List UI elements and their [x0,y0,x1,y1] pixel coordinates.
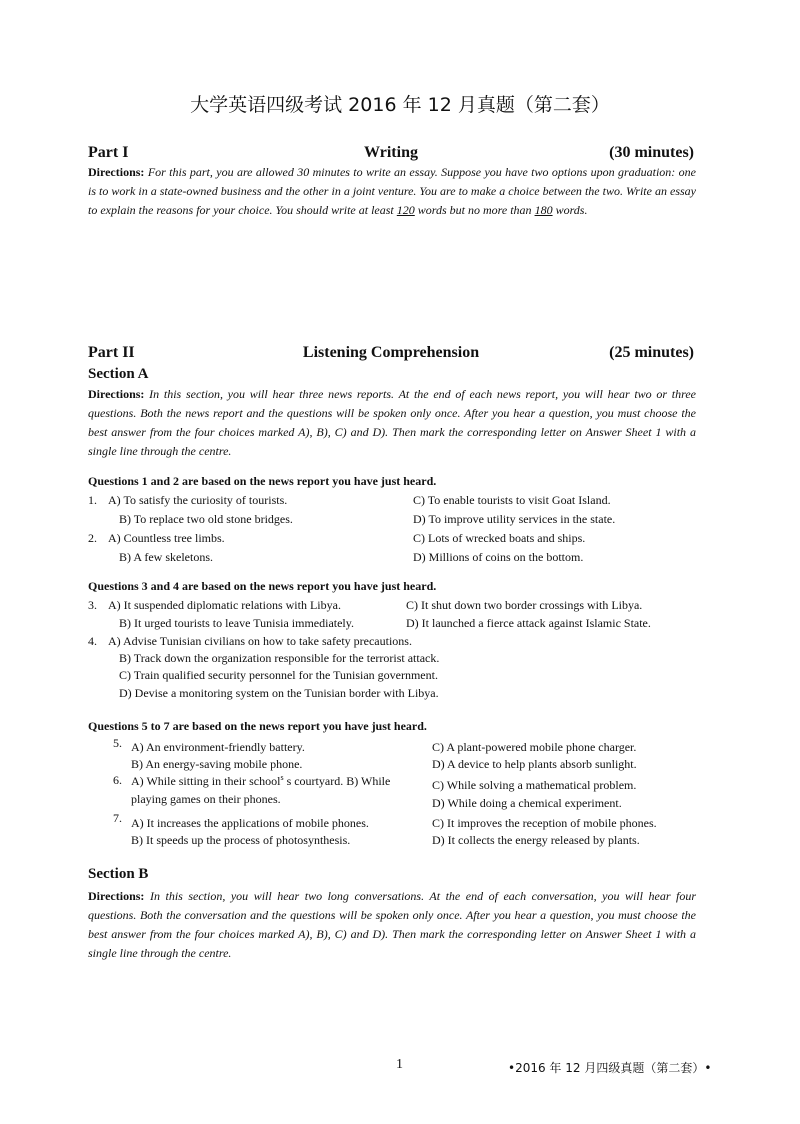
q5-option-d: D) A device to help plants absorb sunlight. [432,757,637,771]
section-b-heading: Section B [88,866,149,882]
section-b-directions [88,887,696,963]
max-words: 180 [534,203,553,217]
q2-option-c: C) Lots of wrecked boats and ships. [413,531,586,545]
q1-option-b: B) To replace two old stone bridges. [119,512,293,526]
q4-number: 4. [88,634,97,648]
q2-option-b: B) A few skeletons. [119,550,213,564]
q2-number: 2. [88,531,97,545]
part1-header [88,144,694,162]
section-a-directions-text: In this section, you will hear three news reports. At the end of each news report, you will hear two or three questions. Both the news report and the questions will be spoken only once. After you hear a question, you must choose the best answer from the four choices marked A), B), C) and D). Then mark the corresponding letter on Answer Sheet 1 with a single line through the centre. [88,387,697,458]
part1-directions-text-a: For this part, you are allowed 30 minutes to write an essay. Suppose you have two options upon graduation: one is to work in a state-owned business and the other in a joint venture. You are to make a choice between the two. Write an essay to explain the reasons for your choice. You should write at least [88,165,696,217]
q1-option-c: C) To enable tourists to visit Goat Island. [413,493,611,507]
section-a-directions-label: Directions: [88,387,145,401]
footer-title: •2016 年 12 月四级真题（第二套）• [508,1061,712,1075]
section-b-directions-label: Directions: [88,889,145,903]
q1-option-d: D) To improve utility services in the state. [413,512,616,526]
q6-option-a-superscript: s [280,773,284,782]
q4-option-c: C) Train qualified security personnel for the Tunisian government. [119,668,438,682]
q1-number: 1. [88,493,97,507]
q6-number: 6. [113,773,122,787]
q7-option-a: A) It increases the applications of mobile phones. [131,816,369,830]
q6-option-c: C) While solving a mathematical problem. [432,778,637,792]
part1-directions-label: Directions: [88,165,145,179]
q7-option-b: B) It speeds up the process of photosynthesis. [131,833,351,847]
part2-label: Part II [88,344,135,361]
q3-number: 3. [88,598,97,612]
q3-option-b: B) It urged tourists to leave Tunisia immediately. [119,616,354,630]
q7-option-c: C) It improves the reception of mobile phones. [432,816,657,830]
q1-option-a: A) To satisfy the curiosity of tourists. [108,493,288,507]
q7-number: 7. [113,811,122,825]
part1-directions [88,163,696,220]
q6-option-a-line2: playing games on their phones. [131,792,281,806]
page-title: 大学英语四级考试 2016 年 12 月真题（第二套） [190,94,610,116]
part1-name: Writing [364,144,418,161]
q5-option-c: C) A plant-powered mobile phone charger. [432,740,637,754]
q4-option-d: D) Devise a monitoring system on the Tunisian border with Libya. [119,686,439,700]
min-words: 120 [396,203,415,217]
part1-time: (30 minutes) [609,144,694,161]
q6-option-d: D) While doing a chemical experiment. [432,796,622,810]
q3-option-c: C) It shut down two border crossings with Libya. [406,598,643,612]
group2-heading: Questions 3 and 4 are based on the news report you have just heard. [88,579,437,593]
part1-label: Part I [88,144,129,161]
q6-option-a-line1 [131,773,390,789]
part1-directions-text-c: words. [552,203,588,217]
q6-option-a-part1: A) While sitting in their school [131,774,281,788]
q4-option-b: B) Track down the organization responsible for the terrorist attack. [119,651,440,665]
part2-header [88,344,694,362]
q4-option-a: A) Advise Tunisian civilians on how to take safety precautions. [108,634,412,648]
q3-option-d: D) It launched a fierce attack against Islamic State. [406,616,651,630]
group1-heading: Questions 1 and 2 are based on the news report you have just heard. [88,474,437,488]
part1-directions-text-b: words but no more than [414,203,535,217]
q6-option-a-part2: s courtyard. B) While [283,774,391,788]
q5-option-a: A) An environment-friendly battery. [131,740,305,754]
q5-number: 5. [113,736,122,750]
q5-option-b: B) An energy-saving mobile phone. [131,757,303,771]
q3-option-a: A) It suspended diplomatic relations with Libya. [108,598,341,612]
section-a-directions [88,385,696,461]
q7-option-d: D) It collects the energy released by plants. [432,833,640,847]
section-b-directions-text: In this section, you will hear two long conversations. At the end of each conversation, you will hear four questions. Both the conversation and the questions will be spoken only once. After you hear a question, you must choose the best answer from the four choices marked A), B), C) and D). Then mark the corresponding letter on Answer Sheet 1 with a single line through the centre. [88,889,697,960]
part2-name: Listening Comprehension [302,344,480,361]
q2-option-a: A) Countless tree limbs. [108,531,225,545]
section-a-heading: Section A [88,366,149,382]
page-number: 1 [396,1057,403,1072]
group3-heading: Questions 5 to 7 are based on the news report you have just heard. [88,719,427,733]
part2-time: (25 minutes) [609,344,694,361]
q2-option-d: D) Millions of coins on the bottom. [413,550,584,564]
